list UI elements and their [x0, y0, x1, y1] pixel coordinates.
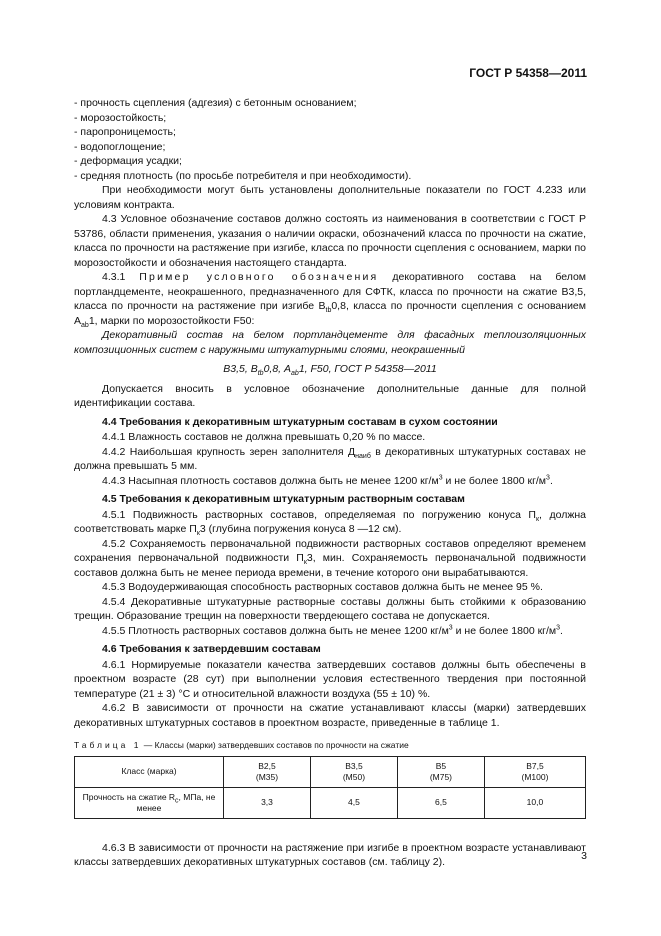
table-header-cell — [397, 756, 484, 787]
text: 0,8, класса по прочности сцепления с основанием А — [74, 300, 586, 327]
superscript: 3 — [546, 474, 550, 481]
paragraph-4-5-5 — [74, 624, 586, 639]
text: 4.4.3 Насыпная плотность составов должна быть не менее 1200 кг/м — [102, 474, 439, 487]
mark-value: (М75) — [429, 771, 453, 782]
text: декоративного состава на белом портландцементе, неокрашенного, предназначенного для СФТК, класса по прочности на сжатие В3,5, класса по прочности на растяжение при изгибе В — [74, 271, 587, 312]
page-number: 3 — [581, 850, 587, 862]
paragraph-4-5-3: 4.5.3 Водоудерживающая способность растворных составов должна быть не менее 95 %. — [102, 581, 543, 593]
table-cell: 10,0 — [484, 787, 585, 818]
text: 1, F50, ГОСТ Р 54358—2011 — [298, 363, 437, 375]
subscript: ab — [291, 370, 299, 378]
paragraph-4-5-4: 4.5.4 Декоративные штукатурные растворные составы должны быть стойкими к образованию трещин. Образование трещин на поверхности твердеющего состава не допускается. — [74, 595, 586, 622]
superscript: 3 — [438, 474, 443, 481]
example-description: Декоративный состав на белом портландцементе для фасадных теплоизоляционных композиционных систем с наружными штукатурными слоями, неокрашенный — [74, 329, 586, 356]
table-caption — [74, 738, 586, 753]
text: 0,8, А — [263, 363, 292, 375]
section-heading-4-6: 4.6 Требования к затвердевшим составам — [102, 643, 321, 655]
paragraph-4-5-2 — [74, 537, 586, 581]
mark-value: (М50) — [342, 771, 366, 782]
subscript: к — [303, 559, 307, 567]
paragraph-4-6-1: 4.6.1 Нормируемые показатели качества затвердевших составов должны быть обеспечены в проектном возрасте (28 сут) при выполнении условия естественного твердения при постоянной температуре (21 ± 3) °С и относительной влажности воздуха (55 ± 10) %. — [74, 658, 586, 700]
paragraph-4-6-3: 4.6.3 В зависимости от прочности на растяжение при изгибе в проектном возрасте устанавливают классы затвердевших декоративных штукатурных составов (см. таблицу 2). — [74, 841, 586, 868]
table-header-row — [75, 756, 586, 787]
list-item: - водопоглощение; — [74, 140, 166, 153]
text: , МПа, не менее — [136, 791, 216, 813]
classes-table — [74, 756, 586, 819]
subscript: к — [535, 515, 540, 523]
text: в декоративных штукатурных составах не должна превышать 5 мм. — [74, 445, 586, 472]
subscript: c — [175, 797, 179, 805]
example-heading: Пример условного обозначения — [139, 271, 379, 283]
class-value: В7,5 — [526, 760, 544, 771]
text: и не более 1800 кг/м — [442, 474, 547, 487]
table-row — [75, 787, 586, 818]
paragraph-extra-indicators: При необходимости могут быть установлены дополнительные показатели по ГОСТ 4.233 или условиям контракта. — [74, 184, 586, 211]
subscript: ab — [81, 321, 89, 329]
list-item: - прочность сцепления (адгезия) с бетонным основанием; — [74, 97, 357, 109]
class-value: В5 — [435, 760, 447, 771]
text: 1, марки по морозостойкости F50: — [88, 314, 255, 327]
example-designation — [74, 362, 586, 377]
text: 4.5.2 Сохраняемость первоначальной подвижности растворных составов определяют временем сохранения первоначальной подвижности П — [74, 537, 586, 564]
subscript: наиб — [355, 452, 371, 460]
text: . — [549, 474, 553, 487]
list-item: - средняя плотность (по просьбе потребителя и при необходимости). — [74, 169, 412, 182]
table-header-cell — [310, 756, 397, 787]
text: , должна соответствовать марке П — [74, 508, 586, 535]
section-heading-4-4: 4.4 Требования к декоративным штукатурным составам в сухом состоянии — [102, 415, 498, 428]
text: . — [560, 624, 563, 637]
table-cell: 3,3 — [224, 787, 311, 818]
text: 4.5.5 Плотность растворных составов должна быть не менее 1200 кг/м — [102, 624, 449, 637]
subscript: к — [196, 530, 200, 538]
text: 4.5.1 Подвижность растворных составов, определяемая по погружению конуса П — [102, 508, 536, 521]
paragraph-4-6-2: 4.6.2 В зависимости от прочности на сжатие устанавливают классы (марки) затвердевших декоративных штукатурных составов в проектном возрасте, приведенные в таблице 1. — [74, 702, 586, 729]
paragraph-4-4-2 — [74, 445, 586, 474]
standard-header: ГОСТ Р 54358—2011 — [469, 66, 587, 80]
class-value: В2,5 — [258, 760, 276, 771]
mark-value: (М100) — [521, 771, 549, 782]
list-item: - деформация усадки; — [74, 155, 182, 167]
text: 4.4.2 Наибольшая крупность зерен заполнителя Д — [102, 445, 356, 458]
text: 3 (глубина погружения конуса 8 —12 см). — [199, 523, 402, 535]
text: В3,5, В — [223, 363, 258, 375]
table-caption-text: — Классы (марки) затвердевших составов по прочности на сжатие — [141, 740, 409, 750]
table-header-cell — [484, 756, 585, 787]
text: и не более 1800 кг/м — [452, 624, 557, 637]
class-value: В3,5 — [345, 760, 363, 771]
mark-value: (М35) — [255, 771, 279, 782]
table-caption-label: Таблица 1 — [74, 740, 142, 750]
paragraph-4-4-1: 4.4.1 Влажность составов не должна превышать 0,20 % по массе. — [102, 431, 426, 443]
text: 3, мин. Сохраняемость первоначальной подвижности составов должна быть не менее периода времени, в течение которого они вырабатываются. — [74, 552, 586, 579]
table-row-label — [75, 787, 224, 818]
superscript: 3 — [448, 624, 453, 631]
list-item: - морозостойкость; — [74, 111, 167, 124]
table-header-label: Класс (марка) — [75, 756, 224, 787]
table-header-cell — [224, 756, 311, 787]
section-heading-4-5: 4.5 Требования к декоративным штукатурным растворным составам — [102, 493, 465, 505]
paragraph-additional-data: Допускается вносить в условное обозначение дополнительные данные для полной идентификации состава. — [74, 382, 586, 409]
paragraph-4-3-1 — [74, 270, 586, 328]
paragraph-4-3: 4.3 Условное обозначение составов должно состоять из наименования в соответствии с ГОСТ Р 53786, области применения, указания о наличии окраски, обозначений класса по прочности на сжатие, класса по прочности на растяжение при изгибе, класса по прочности сцепления с основанием, марки по морозостойкости и обозначения настоящего стандарта. — [74, 213, 586, 269]
clause-number: 4.3.1 — [102, 271, 126, 283]
table-cell: 6,5 — [397, 787, 484, 818]
subscript: tb — [257, 370, 264, 378]
text: Прочность на сжатие R — [82, 791, 176, 802]
table-cell: 4,5 — [310, 787, 397, 818]
list-item: - паропроницемость; — [74, 126, 176, 138]
document-body — [74, 96, 586, 870]
paragraph-4-4-3 — [74, 474, 586, 489]
superscript: 3 — [556, 624, 561, 631]
paragraph-4-5-1 — [74, 508, 586, 537]
subscript: tb — [325, 307, 332, 315]
